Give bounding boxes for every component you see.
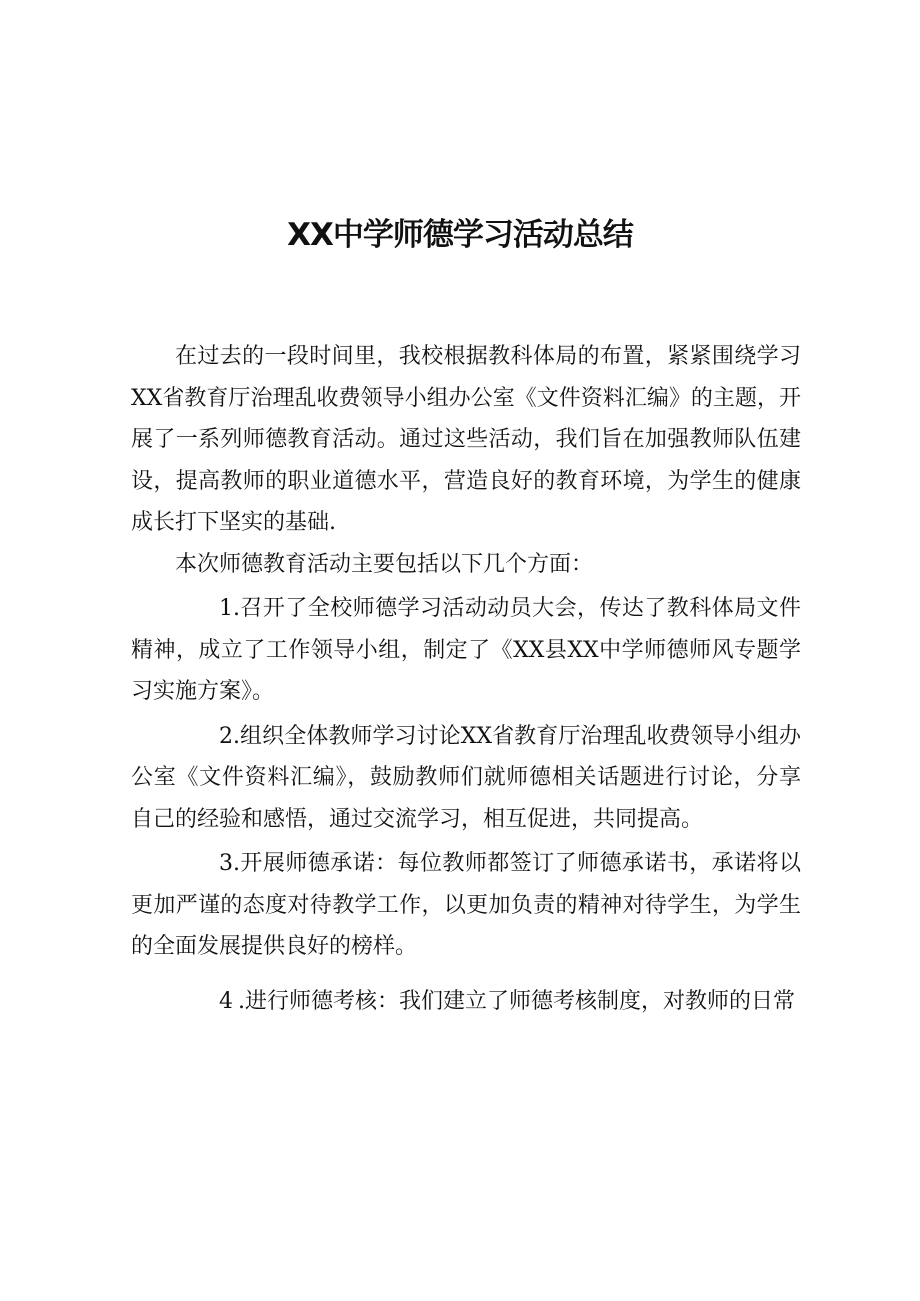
list-item-2 xyxy=(131,716,801,841)
list-item-4-number: 4 xyxy=(219,988,233,1014)
list-item-2-number: 2 xyxy=(219,723,233,749)
document-body xyxy=(131,336,801,1026)
list-item-1-text: .召开了全校师德学习活动动员大会，传达了教科体局文件精神，成立了工作领导小组，制定了《XX县XX中学师德师风专题学习实施方案》。 xyxy=(131,596,801,704)
list-item-2-text: .组织全体教师学习讨论XX省教育厅治理乱收费领导小组办公室《文件资料汇编》，鼓励教师们就师德相关话题进行讨论，分享自己的经验和感悟，通过交流学习，相互促进，共同提高。 xyxy=(131,723,801,832)
document-title: XX中学师德学习活动总结 xyxy=(287,216,633,253)
overview-paragraph: 本次师德教育活动主要包括以下几个方面： xyxy=(175,551,594,577)
list-item-3-text: .开展师德承诺：每位教师都签订了师德承诺书，承诺将以更加严谨的态度对待教学工作，以更加负责的精神对待学生，为学生的全面发展提供良好的榜样。 xyxy=(131,851,801,959)
list-item-3-number: 3 xyxy=(219,851,233,876)
intro-paragraph: 在过去的一段时间里，我校根据教科体局的布置，紧紧围绕学习XX省教育厅治理乱收费领导小组办公室《文件资料汇编》的主题，开展了一系列师德教育活动。通过这些活动，我们旨在加强教师队伍建设，提高教师的职业道德水平，营造良好的教育环境，为学生的健康成长打下坚实的基础. xyxy=(131,344,801,535)
list-item-3 xyxy=(131,843,801,968)
list-item-1 xyxy=(131,588,801,713)
list-item-1-number: 1 xyxy=(219,596,233,621)
list-item-4 xyxy=(131,978,801,1026)
list-item-4-text: .进行师德考核：我们建立了师德考核制度，对教师的日常 xyxy=(238,988,795,1014)
